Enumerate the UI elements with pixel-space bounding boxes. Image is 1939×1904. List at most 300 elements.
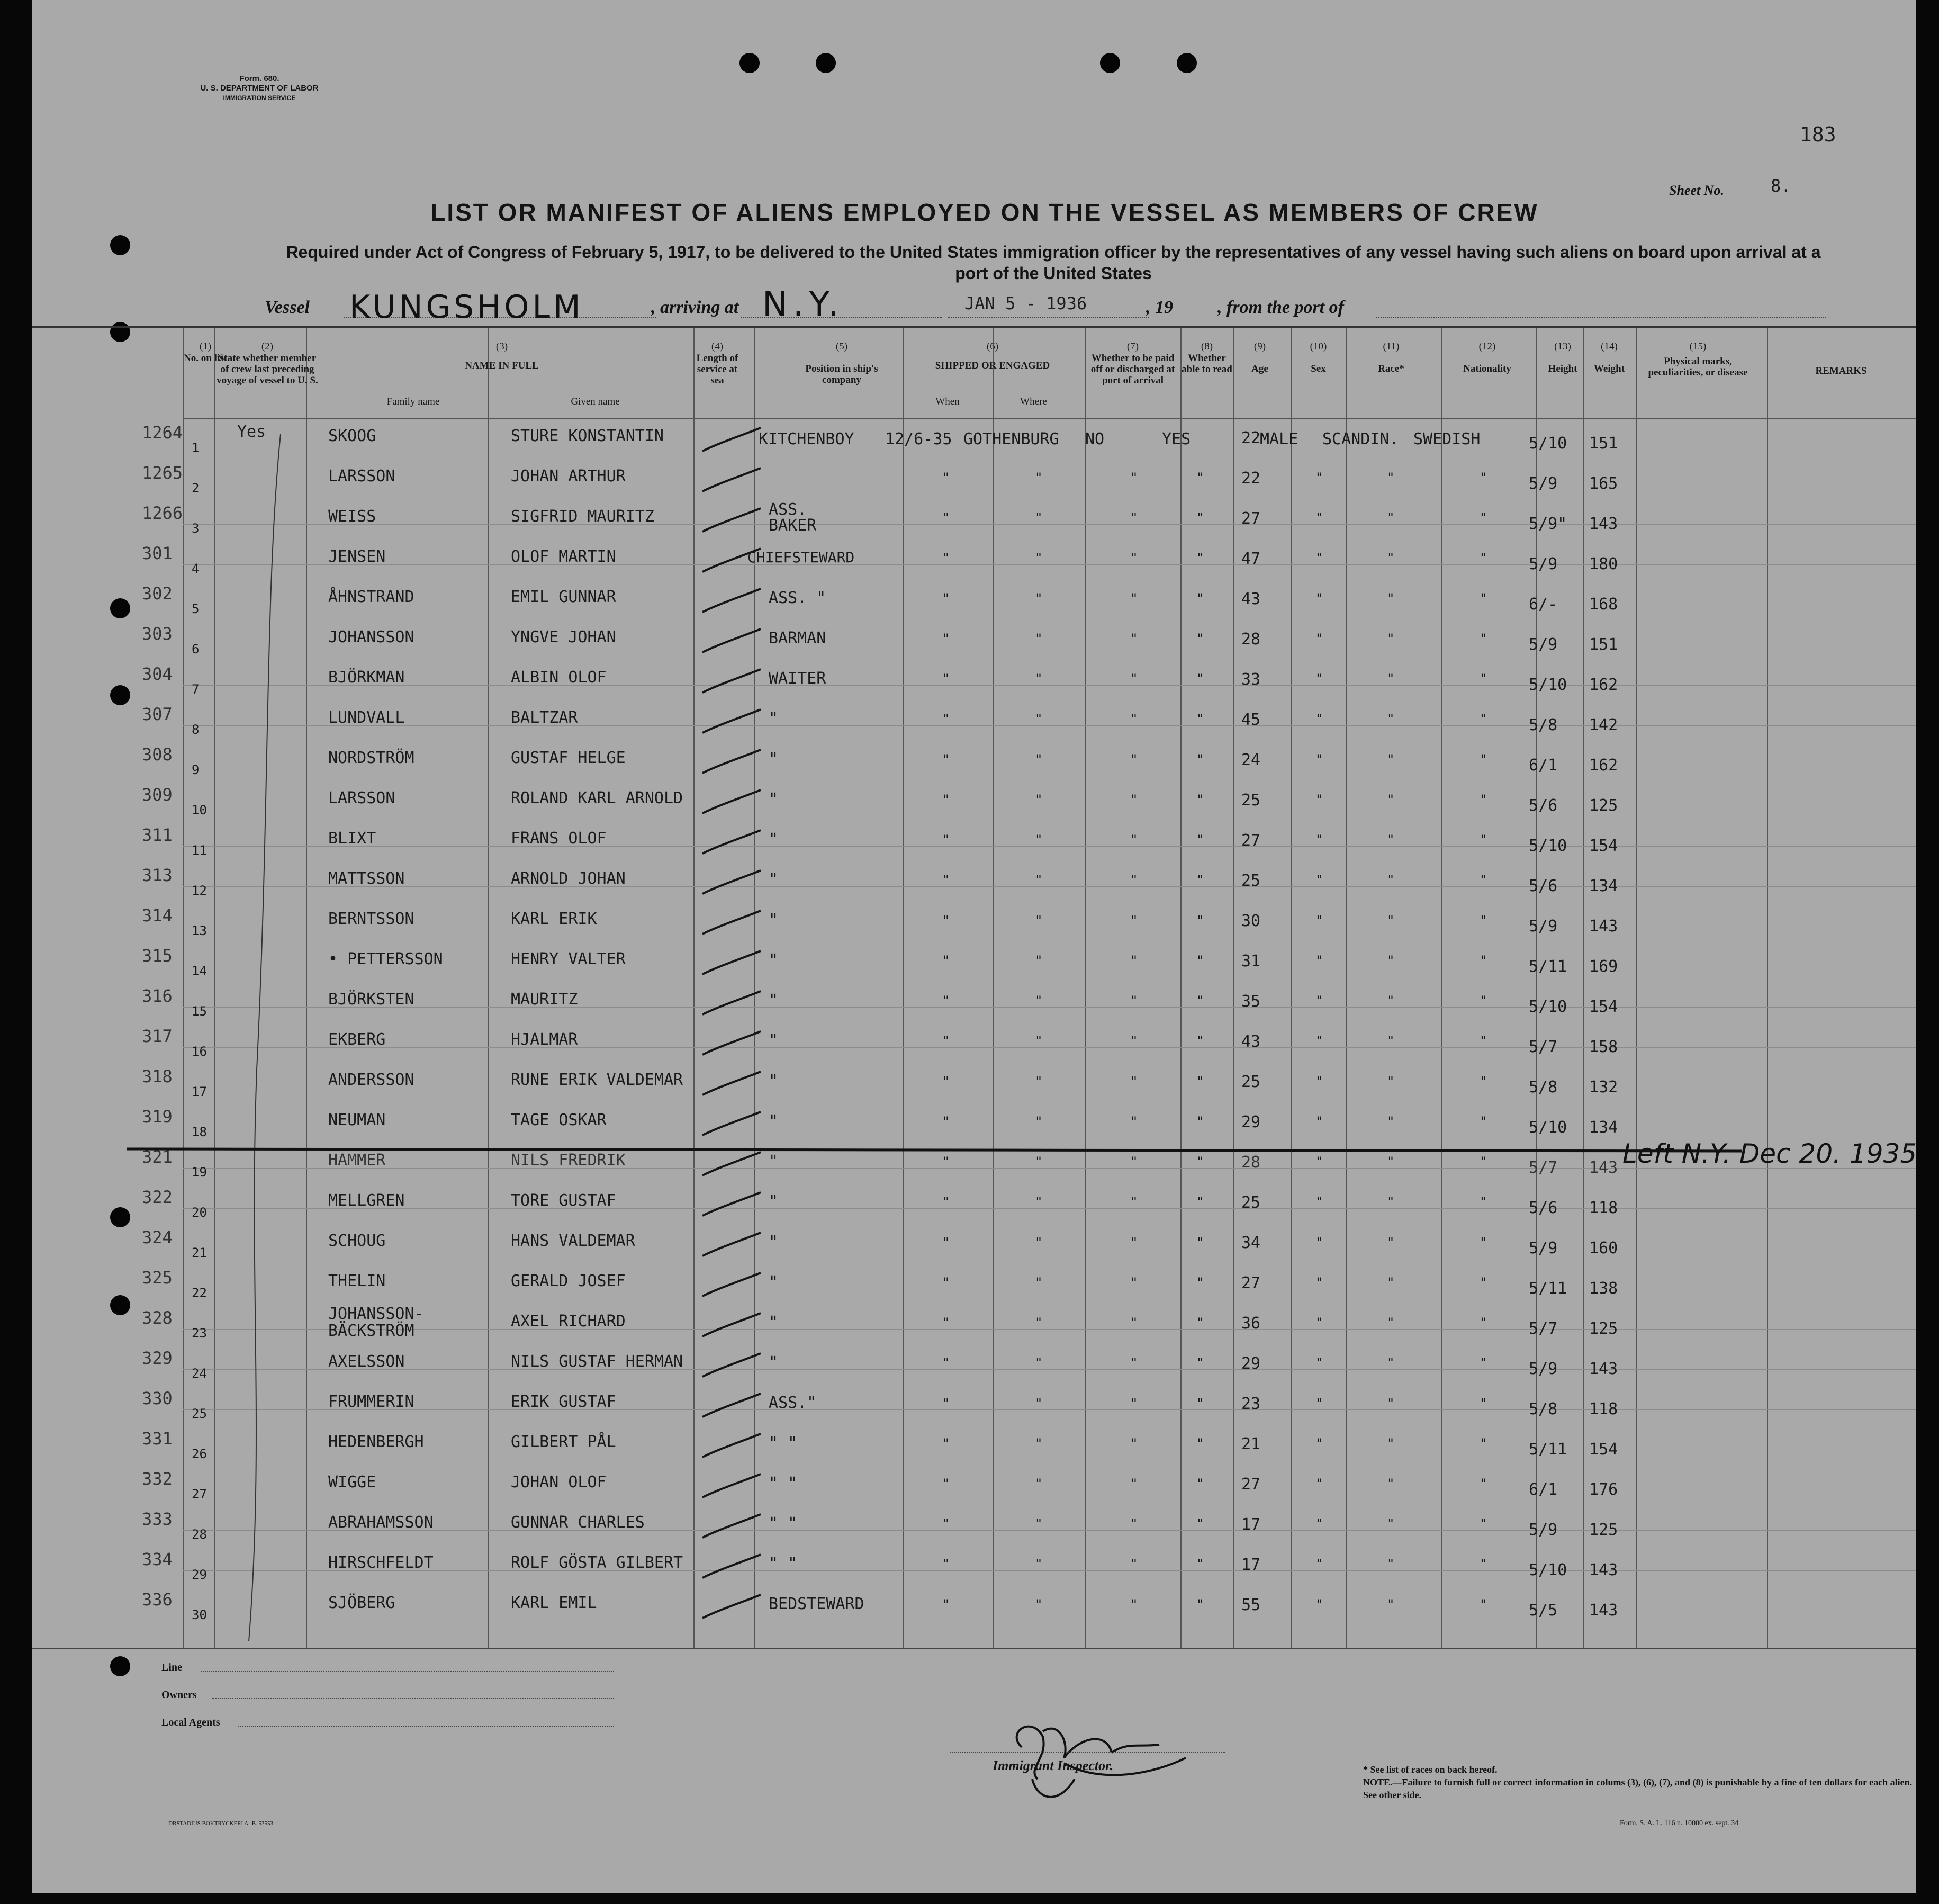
ditto-mark: " [1480, 1154, 1487, 1169]
ditto-mark: " [1387, 1516, 1395, 1531]
weight: 132 [1589, 1078, 1618, 1097]
department-name: U. S. DEPARTMENT OF LABOR [200, 84, 319, 93]
family-name: • PETTERSSON [328, 950, 443, 968]
service-length-stroke [700, 987, 763, 1019]
ditto-mark: " [1387, 1154, 1395, 1169]
weight: 162 [1589, 676, 1618, 694]
position: ASS. " [769, 589, 826, 607]
weight: 143 [1589, 1158, 1618, 1177]
family-name: HAMMER [328, 1151, 386, 1170]
list-number: 13 [192, 923, 207, 938]
ditto-mark: " [1315, 1396, 1323, 1411]
ditto-mark: " [1130, 913, 1138, 928]
weight: 118 [1589, 1199, 1618, 1217]
ditto-mark: " [1315, 631, 1323, 646]
list-number: 24 [192, 1366, 207, 1381]
ditto-mark: " [1130, 591, 1138, 606]
ditto-mark: " [1480, 1235, 1487, 1250]
footnote-block [1363, 1763, 1914, 1801]
ditto-mark: " [1035, 1557, 1043, 1571]
position: " [769, 911, 779, 929]
ditto-mark: " [1130, 1154, 1138, 1169]
ref-number: 332 [142, 1469, 173, 1489]
list-number: 2 [192, 481, 200, 496]
table-top-rule [32, 326, 1916, 328]
ditto-mark: " [1315, 671, 1323, 686]
ditto-mark: " [1480, 752, 1487, 767]
ditto-mark: " [1196, 1597, 1204, 1612]
manifest-sheet [32, 0, 1916, 1893]
ditto-mark: " [942, 1355, 950, 1370]
ditto-mark: " [1035, 752, 1043, 767]
service-length-stroke [700, 1591, 763, 1622]
ditto-mark: " [1480, 1195, 1487, 1209]
ditto-mark: " [942, 1476, 950, 1491]
punch-hole [110, 235, 130, 255]
ditto-mark: " [1315, 1195, 1323, 1209]
form-header [191, 74, 328, 103]
ditto-mark: " [1315, 1154, 1323, 1169]
service-length-stroke [700, 1550, 763, 1582]
arrival-port: N.Y. [762, 285, 844, 324]
given-name: STURE KONSTANTIN [511, 427, 664, 445]
ditto-mark: " [1130, 953, 1138, 968]
ditto-mark: " [1315, 1034, 1323, 1048]
col-header-6: (6) SHIPPED OR ENGAGED [935, 341, 1050, 371]
ditto-mark: " [1196, 1476, 1204, 1491]
ditto-mark: " [1387, 1436, 1395, 1451]
ditto-mark: " [1196, 631, 1204, 646]
age: 28 [1241, 1153, 1261, 1172]
ref-number: 322 [142, 1187, 173, 1207]
family-name: LARSSON [328, 789, 395, 807]
punch-hole [110, 322, 130, 342]
age: 47 [1241, 550, 1261, 568]
ref-number: 331 [142, 1429, 173, 1449]
ditto-mark: " [1387, 1195, 1395, 1209]
position: " [769, 1353, 779, 1372]
col-header-10: (10) Sex [1310, 341, 1327, 374]
height: 5/9 [1529, 1360, 1558, 1378]
given-name: GERALD JOSEF [511, 1272, 626, 1290]
ditto-mark: " [1480, 510, 1487, 525]
ref-number: 329 [142, 1348, 173, 1368]
given-name: ERIK GUSTAF [511, 1393, 616, 1411]
ditto-mark: " [1315, 1315, 1323, 1330]
punch-hole [1100, 53, 1120, 73]
ditto-mark: " [1035, 913, 1043, 928]
ditto-mark: " [1035, 1396, 1043, 1411]
page-number: 183 [1800, 123, 1836, 146]
family-name: LARSSON [328, 467, 395, 486]
ref-number: 304 [142, 664, 173, 684]
age: 35 [1241, 992, 1261, 1011]
row-rule [183, 524, 1916, 525]
ditto-mark: " [1315, 1074, 1323, 1089]
ditto-mark: " [1196, 1074, 1204, 1089]
age: 28 [1241, 630, 1261, 649]
owners-label: Owners [161, 1689, 197, 1701]
printer-imprint: DRSTADIUS BOKTRYCKERI A.-B. 53553 [168, 1820, 274, 1827]
ditto-mark: " [1196, 1195, 1204, 1209]
ditto-mark: " [1035, 712, 1043, 726]
family-name: SJÖBERG [328, 1594, 395, 1612]
ditto-mark: " [1315, 1275, 1323, 1290]
ditto-mark: " [1130, 832, 1138, 847]
line-label: Line [161, 1661, 182, 1673]
list-number: 26 [192, 1447, 207, 1461]
row-rule [183, 1570, 1916, 1571]
family-name: NORDSTRÖM [328, 749, 414, 767]
manifest-subtitle: Required under Act of Congress of February 5, 1917, to be delivered to the United States immigration officer by the representatives of any vessel having such aliens on board upon arrival at a port of the United States [286, 243, 1821, 283]
service-length-stroke [700, 1309, 763, 1341]
age: 23 [1241, 1395, 1261, 1413]
list-number: 7 [192, 682, 200, 697]
sheet-number: 8. [1771, 176, 1791, 196]
ditto-mark: " [1130, 1597, 1138, 1612]
position: " [769, 750, 779, 768]
nationality-first: SWEDISH [1413, 430, 1481, 448]
age: 30 [1241, 912, 1261, 930]
ditto-mark: " [942, 1557, 950, 1571]
ditto-mark: " [942, 510, 950, 525]
weight: 168 [1589, 595, 1618, 614]
family-name: ANDERSSON [328, 1071, 414, 1089]
weight: 125 [1589, 796, 1618, 815]
ref-number: 317 [142, 1026, 173, 1046]
service-length-stroke [700, 1188, 763, 1220]
arriving-label: , arriving at [651, 298, 739, 317]
weight: 154 [1589, 837, 1618, 855]
ditto-mark: " [1196, 873, 1204, 887]
ditto-mark: " [1130, 1275, 1138, 1290]
col-header-given: Given name [571, 396, 620, 407]
ditto-mark: " [1196, 1315, 1204, 1330]
punch-hole [110, 1207, 130, 1227]
table-bottom-rule [32, 1648, 1916, 1649]
ditto-mark: " [1035, 510, 1043, 525]
given-name: HENRY VALTER [511, 950, 626, 968]
service-length-stroke [700, 746, 763, 777]
weight: 142 [1589, 716, 1618, 734]
family-name: LUNDVALL [328, 708, 405, 727]
height: 5/6 [1529, 796, 1558, 815]
weight: 138 [1589, 1279, 1618, 1298]
ditto-mark: " [942, 712, 950, 726]
age: 22 [1241, 469, 1261, 488]
ditto-mark: " [1035, 1195, 1043, 1209]
ditto-mark: " [1035, 1114, 1043, 1129]
shipped-where-first: GOTHENBURG [963, 430, 1059, 448]
age: 34 [1241, 1234, 1261, 1252]
family-name: MATTSSON [328, 869, 405, 888]
col-header-3: (3) NAME IN FULL [465, 341, 539, 371]
ditto-mark: " [1315, 1235, 1323, 1250]
ditto-mark: " [942, 591, 950, 606]
ditto-mark: " [1035, 1034, 1043, 1048]
age: 25 [1241, 1073, 1261, 1091]
height: 5/8 [1529, 1078, 1558, 1097]
col-header-2: (2) State whether member of crew last preceding voyage of vessel to U. S. [217, 341, 318, 386]
list-number: 21 [192, 1245, 207, 1260]
service-length-stroke [700, 1430, 763, 1461]
ditto-mark: " [1387, 551, 1395, 565]
ditto-mark: " [1196, 1355, 1204, 1370]
ref-number: 316 [142, 986, 173, 1006]
weight: 180 [1589, 555, 1618, 573]
ditto-mark: " [1315, 1516, 1323, 1531]
weight: 154 [1589, 998, 1618, 1016]
list-number: 27 [192, 1487, 207, 1502]
list-number: 22 [192, 1286, 207, 1300]
height: 5/10 [1529, 837, 1567, 855]
punch-hole [110, 1295, 130, 1315]
ditto-mark: " [1387, 832, 1395, 847]
ditto-mark: " [942, 1275, 950, 1290]
paid-off-first: NO [1085, 430, 1105, 448]
ditto-mark: " [1035, 832, 1043, 847]
family-name: WEISS [328, 507, 376, 526]
vessel-label: Vessel [265, 298, 310, 317]
age: 55 [1241, 1596, 1261, 1614]
ditto-mark: " [1035, 1315, 1043, 1330]
list-number: 10 [192, 803, 207, 818]
ditto-mark: " [1480, 993, 1487, 1008]
family-name: SKOOG [328, 427, 376, 445]
ref-number: 301 [142, 543, 173, 563]
ref-number: 333 [142, 1509, 173, 1529]
age: 25 [1241, 791, 1261, 810]
ditto-mark: " [1130, 671, 1138, 686]
ditto-mark: " [1387, 591, 1395, 606]
ditto-mark: " [1130, 873, 1138, 887]
position-first: KITCHENBOY [759, 430, 854, 448]
ref-number: 318 [142, 1066, 173, 1086]
given-name: GUSTAF HELGE [511, 749, 626, 767]
height: 6/- [1529, 595, 1558, 614]
family-name: THELIN [328, 1272, 386, 1290]
position: " [769, 1031, 779, 1050]
list-number: 18 [192, 1125, 207, 1139]
ditto-mark: " [1387, 1114, 1395, 1129]
race-first: SCANDIN. [1322, 430, 1399, 448]
row-rule [183, 1369, 1916, 1370]
vessel-name: KUNGSHOLM [349, 289, 584, 326]
ditto-mark: " [1315, 792, 1323, 807]
ref-number: 319 [142, 1107, 173, 1127]
row-rule [183, 685, 1916, 686]
ditto-mark: " [1196, 953, 1204, 968]
ditto-mark: " [1387, 1597, 1395, 1612]
position: " [769, 790, 779, 809]
state-brace-line [233, 434, 286, 1652]
age: 24 [1241, 751, 1261, 769]
age: 33 [1241, 670, 1261, 689]
given-name: EMIL GUNNAR [511, 588, 616, 606]
ditto-mark: " [1387, 712, 1395, 726]
ditto-mark: " [1035, 1516, 1043, 1531]
height: 5/6 [1529, 877, 1558, 895]
ditto-mark: " [1130, 1516, 1138, 1531]
col-header-15: (15) Physical marks, peculiarities, or disease [1648, 341, 1748, 378]
ditto-mark: " [1480, 1476, 1487, 1491]
sex-first: MALE [1260, 430, 1298, 448]
ditto-mark: " [1035, 873, 1043, 887]
arrival-date: JAN 5 - 1936 [964, 293, 1087, 313]
service-length-stroke [700, 665, 763, 697]
ditto-mark: " [1035, 1355, 1043, 1370]
ditto-mark: " [1035, 591, 1043, 606]
height: 5/10 [1529, 1561, 1567, 1579]
weight: 143 [1589, 515, 1618, 533]
ref-number: 1265 [142, 463, 183, 483]
row-rule [183, 1208, 1916, 1209]
given-name: NILS GUSTAF HERMAN [511, 1352, 683, 1371]
ditto-mark: " [1480, 1355, 1487, 1370]
position: ASS. BAKER [769, 500, 817, 535]
given-name: JOHAN ARTHUR [511, 467, 626, 486]
list-number: 12 [192, 883, 207, 898]
ditto-mark: " [1480, 712, 1487, 726]
service-length-stroke [700, 1510, 763, 1542]
ditto-mark: " [942, 752, 950, 767]
height: 5/8 [1529, 716, 1558, 734]
given-name: OLOF MARTIN [511, 547, 616, 566]
height: 5/9 [1529, 917, 1558, 936]
punch-hole [110, 598, 130, 618]
col-header-14: (14) Weight [1593, 341, 1625, 374]
ditto-mark: " [942, 1195, 950, 1209]
given-name: NILS FREDRIK [511, 1151, 626, 1170]
punch-hole [816, 53, 836, 73]
ditto-mark: " [1315, 1436, 1323, 1451]
weight: 151 [1589, 635, 1618, 654]
ditto-mark: " [942, 953, 950, 968]
position: CHIEFSTEWARD [747, 549, 855, 566]
ditto-mark: " [1315, 510, 1323, 525]
service-length-stroke [700, 906, 763, 938]
inspector-underline [950, 1752, 1225, 1753]
ditto-mark: " [1196, 712, 1204, 726]
ditto-mark: " [1387, 1355, 1395, 1370]
list-number: 9 [192, 762, 200, 777]
given-name: SIGFRID MAURITZ [511, 507, 654, 526]
ditto-mark: " [1130, 510, 1138, 525]
ditto-mark: " [1480, 1597, 1487, 1612]
list-number: 11 [192, 843, 207, 858]
service-length-stroke [700, 424, 763, 455]
weight: 176 [1589, 1480, 1618, 1499]
ditto-mark: " [1196, 510, 1204, 525]
ditto-mark: " [1035, 792, 1043, 807]
weight: 125 [1589, 1521, 1618, 1539]
ditto-mark: " [942, 1396, 950, 1411]
given-name: HANS VALDEMAR [511, 1232, 635, 1250]
ref-number: 1266 [142, 503, 183, 523]
weight: 118 [1589, 1400, 1618, 1418]
ditto-mark: " [1387, 993, 1395, 1008]
position: " [769, 709, 779, 728]
weight: 143 [1589, 1601, 1618, 1620]
ditto-mark: " [1035, 1074, 1043, 1089]
weight: 154 [1589, 1440, 1618, 1459]
ditto-mark: " [1480, 1396, 1487, 1411]
strike-through-line [127, 1138, 1768, 1160]
state-yes-value: Yes [237, 423, 266, 441]
list-number: 19 [192, 1165, 207, 1180]
owners-underline [212, 1698, 614, 1699]
ditto-mark: " [1315, 873, 1323, 887]
ditto-mark: " [1130, 551, 1138, 565]
ref-number: 324 [142, 1227, 173, 1247]
given-name: FRANS OLOF [511, 829, 607, 848]
height: 5/10 [1529, 1118, 1567, 1137]
list-number: 6 [192, 642, 200, 657]
given-name: HJALMAR [511, 1030, 578, 1049]
ditto-mark: " [1196, 671, 1204, 686]
ditto-mark: " [1196, 792, 1204, 807]
ditto-mark: " [1387, 1557, 1395, 1571]
family-name: NEUMAN [328, 1111, 386, 1129]
service-length-stroke [700, 1470, 763, 1502]
family-name: HEDENBERGH [328, 1433, 424, 1451]
ditto-mark: " [1315, 1476, 1323, 1491]
ditto-mark: " [942, 631, 950, 646]
ref-number: 328 [142, 1308, 173, 1328]
age: 17 [1241, 1556, 1261, 1574]
form-code: Form. S. A. L. 116 n. 10000 ex. sept. 34 [1620, 1819, 1739, 1827]
age: 27 [1241, 509, 1261, 528]
ditto-mark: " [1035, 1154, 1043, 1169]
ditto-mark: " [1035, 631, 1043, 646]
punch-hole [110, 1656, 130, 1676]
ref-number: 336 [142, 1589, 173, 1610]
service-length-stroke [700, 504, 763, 536]
height: 5/5 [1529, 1601, 1558, 1620]
weight: 158 [1589, 1038, 1618, 1056]
given-name: KARL EMIL [511, 1594, 597, 1612]
ditto-mark: " [1315, 1557, 1323, 1571]
shipped-when-first: 12/6-35 [885, 430, 952, 448]
age: 43 [1241, 1032, 1261, 1051]
given-name: AXEL RICHARD [511, 1312, 626, 1331]
row-rule [183, 846, 1916, 847]
from-port-label: , from the port of [1217, 298, 1344, 317]
list-number: 23 [192, 1326, 207, 1341]
ditto-mark: " [1480, 1034, 1487, 1048]
ditto-mark: " [942, 913, 950, 928]
age: 29 [1241, 1354, 1261, 1373]
ditto-mark: " [1480, 591, 1487, 606]
position: BARMAN [769, 629, 826, 648]
weight: 151 [1589, 434, 1618, 453]
ditto-mark: " [1196, 1114, 1204, 1129]
ditto-mark: " [1387, 510, 1395, 525]
punch-hole [739, 53, 760, 73]
row-rule [183, 564, 1916, 565]
able-to-read-first: YES [1162, 430, 1191, 448]
ditto-mark: " [1315, 953, 1323, 968]
list-number: 20 [192, 1205, 207, 1220]
ditto-mark: " [1480, 1074, 1487, 1089]
given-name: GILBERT PÅL [511, 1433, 616, 1451]
ref-number: 313 [142, 865, 173, 885]
ditto-mark: " [1035, 1275, 1043, 1290]
weight: 143 [1589, 1561, 1618, 1579]
ditto-mark: " [1480, 551, 1487, 565]
service-length-stroke [700, 1108, 763, 1139]
family-name: ÅHNSTRAND [328, 588, 414, 606]
